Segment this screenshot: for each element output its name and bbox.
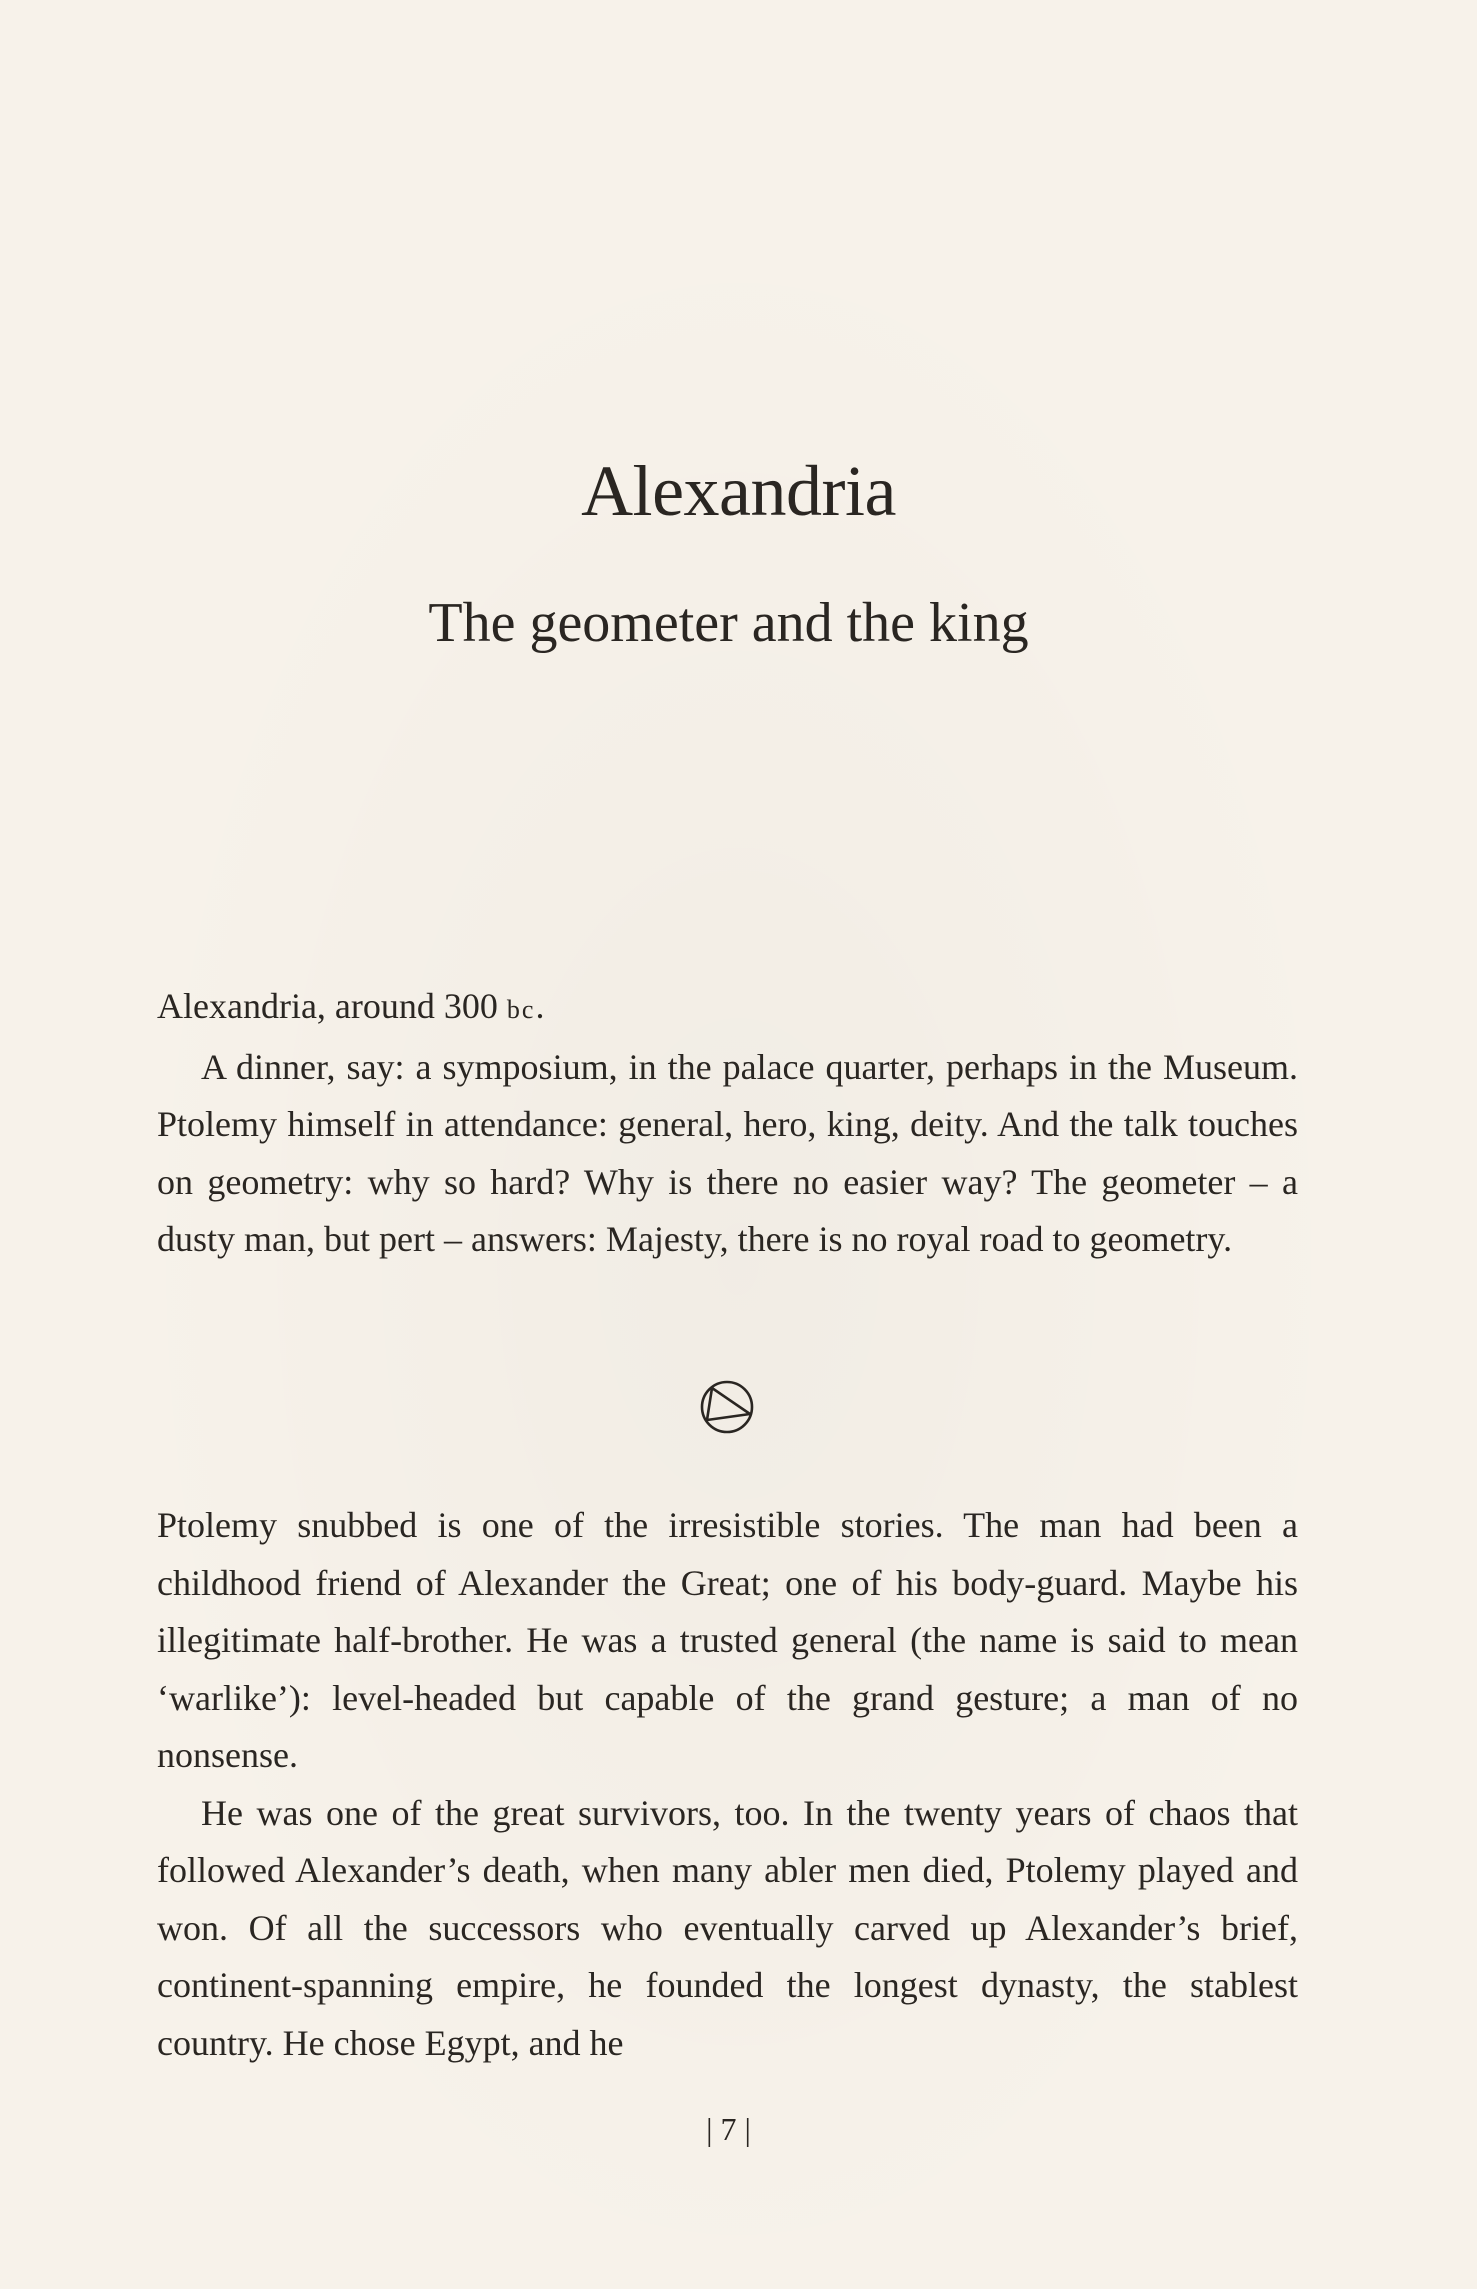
dateline-suffix: . xyxy=(535,986,545,1026)
dateline xyxy=(157,978,1298,1039)
dateline-prefix: Alexandria, around 300 xyxy=(157,986,507,1026)
page-number: | 7 | xyxy=(706,2111,751,2147)
opening-section xyxy=(157,978,1298,1269)
body-paragraph-1: Ptolemy snubbed is one of the irresistible stories. The man had been a childhood friend of Alexander the Great; one of his body-guard. Maybe his illegitimate half-brother. He was a trusted general (the name is said to mean ‘warlike’): level-headed but capable of the grand gesture; a man of no nonsense. xyxy=(157,1505,1298,1775)
page-number-value: 7 xyxy=(720,2111,737,2147)
circle-inscribed-triangle-icon xyxy=(698,1378,756,1436)
body-section xyxy=(157,1497,1298,2072)
body-paragraph-2: He was one of the great survivors, too. In the twenty years of chaos that followed Alexander’s death, when many abler men died, Ptolemy played and won. Of all the successors who eventually carved up Alexander’s brief, continent-spanning empire, he founded the longest dynasty, the stablest country. He chose Egypt, and he xyxy=(157,1792,1298,2063)
chapter-title: Alexandria xyxy=(581,451,896,531)
opening-paragraph: A dinner, say: a symposium, in the palace quarter, perhaps in the Museum. Ptolemy himself in attendance: general, hero, king, deity. And the talk touches on geometry: why so hard? Why is there no easier way? The geometer – a dusty man, but pert – answers: Majesty, there is no royal road to geometry. xyxy=(157,1046,1298,1259)
dateline-era: bc xyxy=(506,995,536,1024)
chapter-subtitle: The geometer and the king xyxy=(428,592,1029,654)
